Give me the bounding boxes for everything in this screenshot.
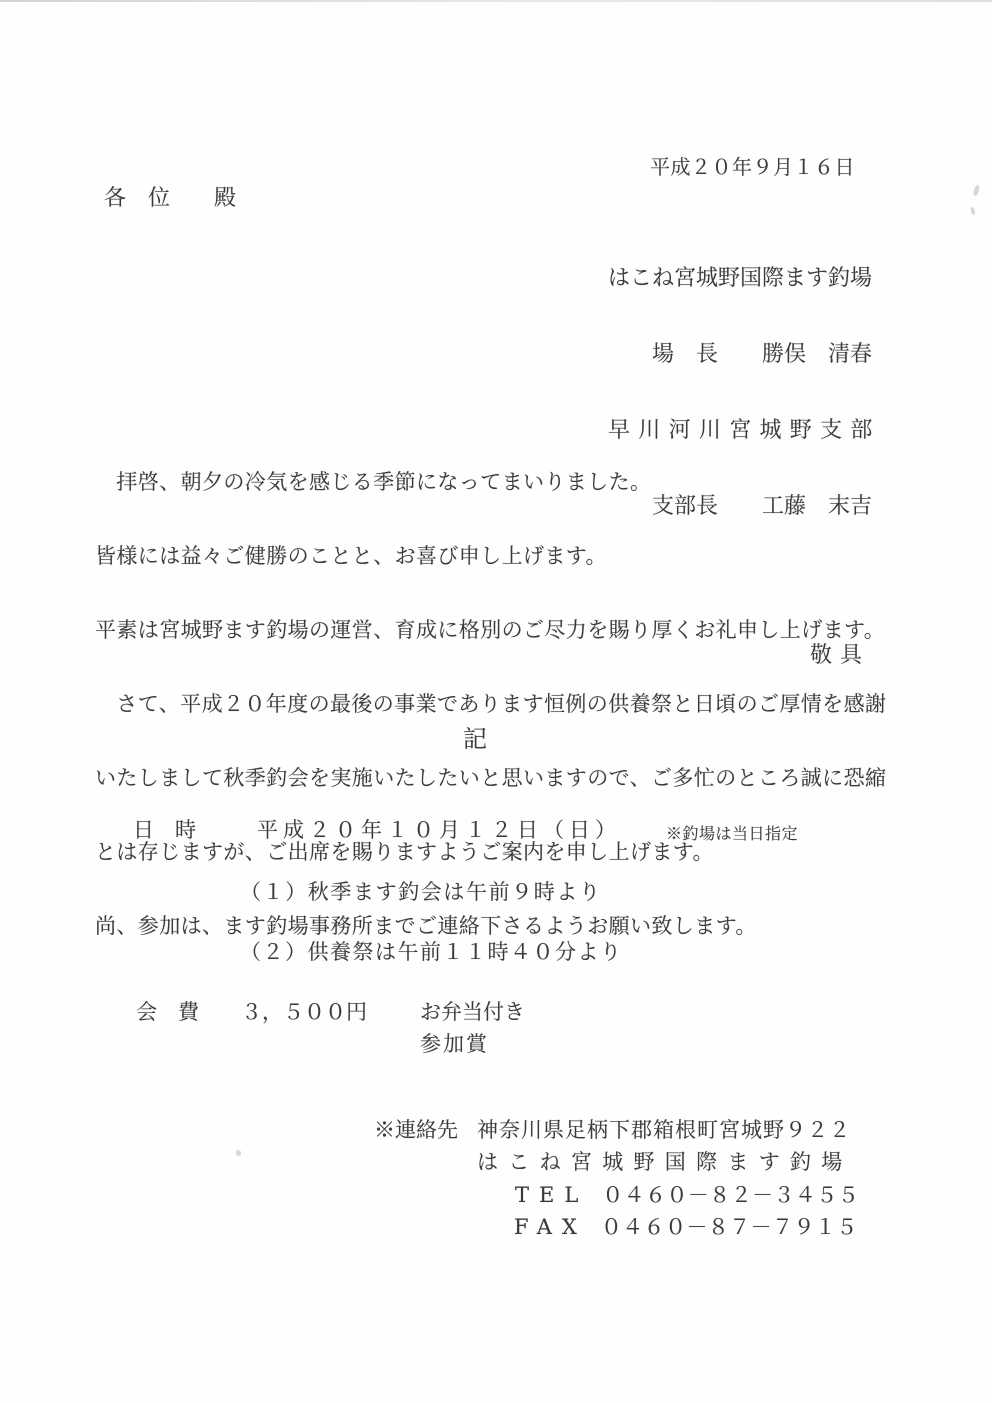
fax-label: FAX xyxy=(514,1215,587,1239)
addressee: 各 位 殿 xyxy=(104,186,237,211)
body-line: 皆様には益々ご健勝のことと、お喜び申し上げます。 xyxy=(95,544,607,568)
scan-edge-artifact xyxy=(0,0,992,2)
fax-number: ０４６０－８７－７９１５ xyxy=(600,1215,858,1239)
letter-date: 平成２０年９月１６日 xyxy=(650,155,855,179)
sender-role2-line: 支部長 工藤 末吉 xyxy=(652,494,873,519)
sender-role-line: 場 長 勝俣 清春 xyxy=(652,342,873,367)
record-heading: 記 xyxy=(463,725,489,753)
scan-artifact xyxy=(970,207,976,216)
contact-org: はこね宮城野国際ます釣場 xyxy=(477,1150,853,1174)
scan-artifact xyxy=(236,1150,241,1156)
body-line: 平素は宮城野ます釣場の運営、育成に格別のご尽力を賜り厚くお礼申し上げます。 xyxy=(95,618,886,642)
fax-row xyxy=(514,1217,858,1238)
datetime-label: 日 時 xyxy=(133,818,196,842)
fee-note-prize: 参加賞 xyxy=(420,1032,489,1056)
fee-note-bento: お弁当付き xyxy=(420,1000,525,1024)
body-line: さて、平成２０年度の最後の事業であります恒例の供養祭と日頃のご厚情を感謝 xyxy=(95,692,887,716)
sender-org2-line: 早川河川宮城野支部 xyxy=(608,418,881,443)
body-line: とは存じますが、ご出席を賜りますようご案内を申し上げます。 xyxy=(95,840,714,864)
body-line: 尚、参加は、ます釣場事務所までご連絡下さるようお願い致します。 xyxy=(95,914,757,938)
fee-label: 会 費 xyxy=(136,1000,199,1024)
contact-label: ※連絡先 xyxy=(374,1118,458,1142)
tel-number: ０４６０－８２－３４５５ xyxy=(602,1183,860,1207)
tel-label: TEL xyxy=(515,1183,589,1207)
scan-artifact xyxy=(972,184,980,196)
event-item-2: （２）供養祭は午前１１時４０分より xyxy=(240,940,623,964)
event-item-1: （１）秋季ます釣会は午前９時より xyxy=(240,880,602,904)
body-line: 拝啓、朝夕の冷気を感じる季節になってまいりました。 xyxy=(95,470,652,494)
sender-org-line: はこね宮城野国際ます釣場 xyxy=(608,266,873,291)
datetime-value: 平成２０年１０月１２日（日） xyxy=(257,818,621,842)
tel-row xyxy=(515,1185,859,1206)
contact-address: 神奈川県足柄下郡箱根町宮城野９２２ xyxy=(477,1118,851,1142)
fee-value: ３，５００円 xyxy=(241,1000,367,1024)
closing-keigu: 敬具 xyxy=(810,643,871,668)
datetime-note: ※釣場は当日指定 xyxy=(666,824,799,843)
body-line: いたしまして秋季釣会を実施いたしたいと思いますので、ご多忙のところ誠に恐縮 xyxy=(95,766,887,790)
